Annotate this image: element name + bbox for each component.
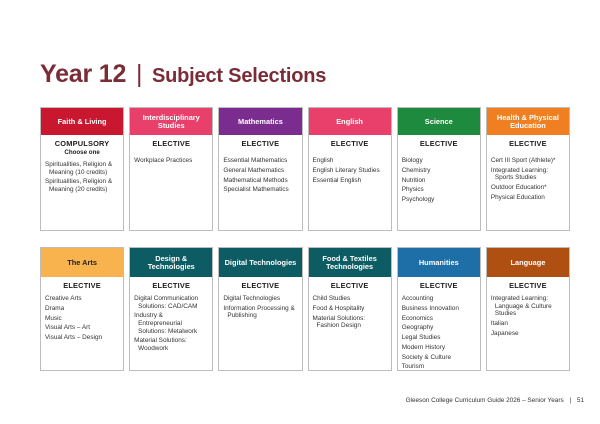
- list-item: Nutrition: [401, 176, 426, 184]
- subject-list: [309, 295, 391, 330]
- card-status: ELECTIVE: [330, 281, 369, 290]
- card-status: ELECTIVE: [330, 139, 369, 148]
- card-header: Health & Physical Education: [487, 108, 569, 135]
- card-faith-living: [40, 107, 124, 231]
- page-footer: [406, 397, 584, 404]
- list-item: Spiritualities, Religion & Meaning (20 credits): [45, 178, 113, 193]
- card-status: ELECTIVE: [509, 281, 547, 290]
- list-item: Workplace Practices: [134, 157, 193, 164]
- card-note: Choose one: [64, 149, 100, 156]
- subject-list: [398, 157, 480, 204]
- subject-row-1: [40, 107, 570, 231]
- list-item: Specialist Mathematics: [223, 186, 289, 194]
- card-header: Humanities: [398, 248, 480, 277]
- card-humanities: [397, 247, 481, 371]
- list-item: Physics: [401, 186, 424, 194]
- card-header: Design & Technologies: [130, 248, 212, 277]
- card-header: The Arts: [41, 248, 123, 277]
- subject-row-2: [40, 247, 570, 371]
- list-item: Cert III Sport (Athlete)*: [490, 157, 556, 164]
- list-item: Japanese: [490, 329, 519, 337]
- list-item: Business Innovation: [401, 304, 459, 312]
- footer-text: Gleeson College Curriculum Guide 2026 – Senior Years: [405, 397, 564, 404]
- card-status: ELECTIVE: [419, 139, 458, 148]
- list-item: English: [312, 157, 334, 164]
- card-science: [397, 107, 481, 231]
- list-item: Integrated Learning: Sports Studies: [490, 166, 549, 182]
- list-item: Italian: [490, 319, 508, 327]
- card-language: [486, 247, 570, 371]
- list-item: Legal Studies: [401, 334, 441, 342]
- subject-list: [309, 157, 391, 184]
- card-the-arts: [40, 247, 124, 371]
- list-item: Mathematical Methods: [223, 176, 288, 184]
- card-status: ELECTIVE: [509, 139, 547, 148]
- list-item: Essential Mathematics: [223, 157, 288, 164]
- card-status: COMPULSORY: [54, 139, 110, 148]
- subject-list: [130, 295, 212, 353]
- subject-list: [487, 295, 569, 337]
- card-design-tech: [129, 247, 213, 371]
- card-mathematics: [218, 107, 302, 231]
- list-item: Accounting: [401, 295, 434, 302]
- card-header: English: [309, 108, 391, 135]
- card-header: Science: [398, 108, 480, 135]
- list-item: Food & Hospitality: [312, 304, 365, 312]
- subject-list: [41, 295, 123, 342]
- list-item: Biology: [401, 157, 423, 164]
- subject-list: [130, 157, 212, 165]
- list-item: Creative Arts: [45, 295, 82, 302]
- card-digital-tech: [218, 247, 302, 371]
- subject-list: [41, 161, 123, 194]
- card-status: ELECTIVE: [419, 281, 458, 290]
- subject-list: [219, 295, 301, 320]
- subject-list: [487, 157, 569, 202]
- card-header: Digital Technologies: [219, 248, 301, 277]
- title-sub: Subject Selections: [151, 65, 327, 87]
- list-item: Geography: [401, 324, 434, 332]
- list-item: Physical Education: [490, 193, 545, 201]
- card-header: Mathematics: [219, 108, 301, 135]
- list-item: Essential English: [312, 176, 362, 184]
- card-english: [308, 107, 392, 231]
- list-item: Child Studies: [312, 295, 351, 302]
- list-item: Visual Arts – Design: [45, 334, 103, 342]
- card-header: Language: [487, 248, 569, 277]
- list-item: Spiritualities, Religion & Meaning (10 credits): [45, 161, 113, 176]
- card-food-textiles: [308, 247, 392, 371]
- page-number: 51: [576, 397, 584, 404]
- card-header: Interdisciplinary Studies: [130, 108, 212, 135]
- title-separator: |: [135, 60, 143, 88]
- list-item: Society & Culture: [401, 353, 452, 361]
- list-item: Industry & Entrepreneurial Solutions: Metalwork: [134, 312, 198, 335]
- list-item: English Literary Studies: [312, 166, 380, 174]
- subject-list: [219, 157, 301, 194]
- card-header: Faith & Living: [41, 108, 123, 135]
- list-item: General Mathematics: [223, 166, 285, 174]
- list-item: Economics: [401, 314, 433, 322]
- list-item: Material Solutions: Fashion Design: [312, 314, 366, 330]
- list-item: Information Processing & Publishing: [223, 304, 295, 320]
- list-item: Modern History: [401, 343, 446, 351]
- card-status: ELECTIVE: [152, 281, 191, 290]
- card-health-pe: [486, 107, 570, 231]
- list-item: Tourism: [401, 363, 425, 371]
- footer-separator: |: [569, 397, 572, 404]
- page-title: [40, 60, 326, 89]
- list-item: Drama: [45, 304, 65, 312]
- title-main: Year 12: [40, 60, 127, 88]
- card-status: ELECTIVE: [63, 281, 101, 290]
- list-item: Outdoor Education*: [490, 184, 547, 192]
- subject-list: [398, 295, 480, 371]
- list-item: Visual Arts – Art: [45, 324, 90, 332]
- list-item: Psychology: [401, 196, 435, 204]
- list-item: Material Solutions: Woodwork: [134, 337, 187, 352]
- card-status: ELECTIVE: [241, 281, 280, 290]
- list-item: Integrated Learning: Language & Culture Studies: [490, 295, 552, 318]
- card-interdisciplinary: [129, 107, 213, 231]
- list-item: Music: [45, 314, 62, 322]
- list-item: Digital Technologies: [223, 295, 281, 302]
- list-item: Digital Communication Solutions: CAD/CAM: [134, 295, 199, 310]
- card-status: ELECTIVE: [241, 139, 280, 148]
- list-item: Chemistry: [401, 166, 431, 174]
- card-header: Food & Textiles Technologies: [309, 248, 391, 277]
- card-status: ELECTIVE: [152, 139, 191, 148]
